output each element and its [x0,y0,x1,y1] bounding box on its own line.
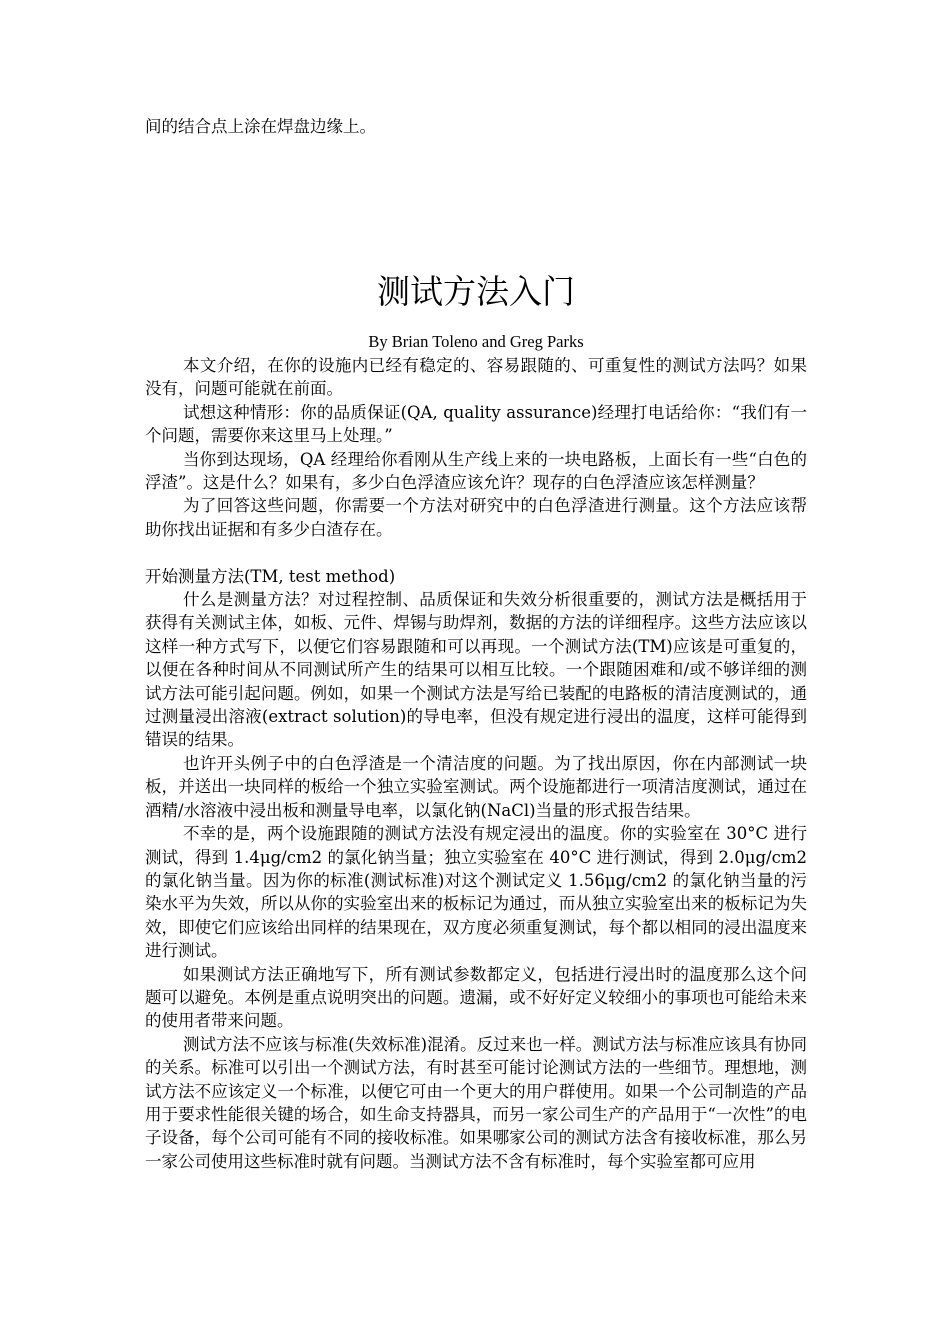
scenario-paragraph: 当你到达现场，QA 经理给你看刚从生产线上来的一块电路板，上面长有一些“白色的浮渣”。这是什么？如果有，多少白色浮渣应该允许？现存的白色浮渣应该怎样测量？ [145,449,807,493]
body-paragraph: 也许开头例子中的白色浮渣是一个清洁度的问题。为了找出原因，你在内部测试一块板，并送出一块同样的板给一个独立实验室测试。两个设施都进行一项清洁度测试，通过在酒精/水溶液中浸出板和测量导电率，以氯化钠(NaCl)当量的形式报告结果。 [145,753,807,820]
body-paragraph: 如果测试方法正确地写下，所有测试参数都定义，包括进行浸出时的温度那么这个问题可以避免。本例是重点说明突出的问题。遗漏，或不好好定义较细小的事项也可能给未来的使用者带来问题。 [145,964,807,1031]
body-paragraph: 不幸的是，两个设施跟随的测试方法没有规定浸出的温度。你的实验室在 30°C 进行测试，得到 1.4μg/cm2 的氯化钠当量；独立实验室在 40°C 进行测试，得到 2.0μg/cm2 的氯化钠当量。因为你的标准(测试标准)对这个测试定义 1.56μg/cm2 的氯化钠当量的污染水平为失效，所以从你的实验室出来的板标记为通过，而从独立实验室出来的板标记为失效，即使它们应该给出同样的结果现在，双方度必须重复测试，每个都以相同的浸出温度来进行测试。 [145,824,807,961]
article-body [145,354,807,1173]
body-paragraph: 什么是测量方法？对过程控制、品质保证和失效分析很重要的，测试方法是概括用于获得有关测试主体，如板、元件、焊锡与助焊剂，数据的方法的详细程序。这些方法应该以这样一种方式写下，以便它们容易跟随和可以再现。一个测试方法(TM)应该是可重复的，以便在各种时间从不同测试所产生的结果可以相互比较。一个跟随困难和/或不够详细的测试方法可能引起问题。例如，如果一个测试方法是写给已装配的电路板的清洁度测试的，通过测量浸出溶液(extract solution)的导电率，但没有规定进行浸出的温度，这样可能得到错误的结果。 [145,590,807,750]
body-paragraph: 测试方法不应该与标准(失效标准)混淆。反过来也一样。测试方法与标准应该具有协同的关系。标准可以引出一个测试方法，有时甚至可能讨论测试方法的一些细节。理想地，测试方法不应该定义一个标准，以便它可由一个更大的用户群使用。如果一个公司制造的产品用于要求性能很关键的场合，如生命支持器具，而另一家公司生产的产品用于“一次性”的电子设备，每个公司可能有不同的接收标准。如果哪家公司的测试方法含有接收标准，那么另一家公司使用这些标准时就有问题。当测试方法不含有标准时，每个实验室都可应用 [145,1034,807,1171]
scenario-paragraph: 为了回答这些问题，你需要一个方法对研究中的白色浮渣进行测量。这个方法应该帮助你找出证据和有多少白渣存在。 [145,496,807,539]
section-heading: 开始测量方法(TM, test method) [145,566,396,586]
scenario-paragraph: 试想这种情形：你的品质保证(QA, quality assurance)经理打电话给你：“我们有一个问题，需要你来这里马上处理。” [145,402,807,446]
article-title: 测试方法入门 [377,272,575,311]
carry-over-text: 间的结合点上涂在焊盘边缘上。 [145,117,376,136]
intro-paragraph: 本文介绍，在你的设施内已经有稳定的、容易跟随的、可重复性的测试方法吗？如果没有，问题可能就在前面。 [145,356,807,399]
author-byline: By Brian Toleno and Greg Parks [368,332,584,351]
